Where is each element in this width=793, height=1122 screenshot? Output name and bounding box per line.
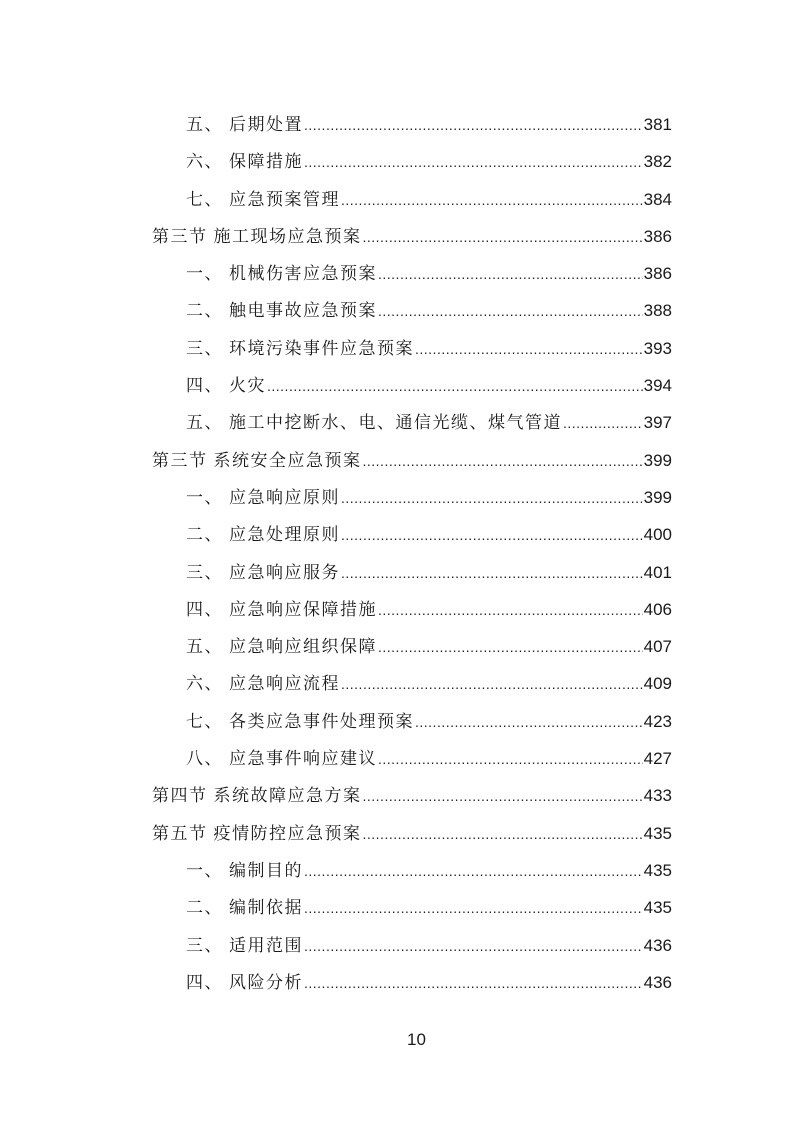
toc-subsection-entry[interactable] bbox=[152, 292, 672, 329]
toc-entry-number: 七、 bbox=[186, 711, 223, 732]
dot-leader bbox=[304, 853, 643, 890]
toc-entry-number: 第五节 bbox=[152, 823, 208, 844]
toc-entry-number: 二、 bbox=[186, 525, 223, 546]
toc-entry-number: 五、 bbox=[186, 637, 223, 658]
toc-entry-number: 五、 bbox=[186, 413, 223, 434]
toc-entry-number: 五、 bbox=[186, 115, 223, 135]
toc-entry-page: 400 bbox=[643, 525, 672, 545]
toc-entry-title: 应急响应组织保障 bbox=[229, 637, 377, 658]
toc-entry-label bbox=[186, 890, 303, 927]
toc-entry-page: 423 bbox=[643, 711, 672, 731]
toc-entry-title: 应急响应原则 bbox=[229, 487, 340, 508]
dot-leader bbox=[341, 555, 643, 592]
toc-entry-page: 435 bbox=[643, 823, 672, 843]
toc-entry-page: 433 bbox=[643, 786, 672, 806]
toc-entry-title: 编制依据 bbox=[229, 898, 303, 919]
toc-entry-number: 六、 bbox=[186, 152, 223, 173]
toc-subsection-entry[interactable] bbox=[152, 628, 672, 665]
toc-subsection-entry[interactable] bbox=[152, 889, 672, 926]
toc-entry-page: 397 bbox=[643, 413, 672, 433]
toc-entry-number: 一、 bbox=[186, 487, 223, 508]
toc-entry-number: 三、 bbox=[186, 338, 223, 359]
toc-entry-title: 机械伤害应急预案 bbox=[229, 264, 377, 285]
toc-entry-number: 三、 bbox=[186, 935, 223, 956]
toc-entry-number: 第四节 bbox=[152, 786, 208, 807]
toc-section-entry[interactable] bbox=[152, 777, 672, 814]
toc-entry-number: 六、 bbox=[186, 674, 223, 695]
toc-entry-title: 触电事故应急预案 bbox=[229, 301, 377, 322]
dot-leader bbox=[378, 256, 643, 293]
dot-leader bbox=[363, 778, 643, 815]
toc-entry-title: 系统安全应急预案 bbox=[213, 450, 362, 471]
toc-entry-label bbox=[186, 928, 303, 965]
toc-entry-page: 409 bbox=[643, 674, 672, 694]
toc-entry-label bbox=[152, 219, 362, 256]
dot-leader bbox=[378, 741, 643, 778]
toc-entry-number: 第三节 bbox=[152, 450, 208, 471]
toc-entry-label bbox=[186, 741, 377, 778]
toc-entry-title: 疫情防控应急预案 bbox=[213, 823, 362, 844]
toc-entry-label bbox=[186, 517, 340, 554]
dot-leader bbox=[267, 368, 643, 405]
dot-leader bbox=[341, 517, 643, 554]
toc-entry-label bbox=[186, 592, 377, 629]
toc-subsection-entry[interactable] bbox=[152, 927, 672, 964]
toc-entry-label bbox=[186, 666, 340, 703]
toc-entry-number: 四、 bbox=[186, 599, 223, 620]
toc-entry-page: 386 bbox=[643, 226, 672, 246]
toc-entry-number: 二、 bbox=[186, 301, 223, 322]
toc-entry-number: 第三节 bbox=[152, 226, 208, 247]
toc-entry-title: 保障措施 bbox=[229, 152, 303, 173]
toc-entry-title: 施工中挖断水、电、通信光缆、煤气管道 bbox=[229, 413, 562, 434]
toc-entry-title: 火灾 bbox=[229, 376, 266, 397]
toc-entry-title: 应急处理原则 bbox=[229, 525, 340, 546]
toc-entry-page: 399 bbox=[643, 487, 672, 507]
toc-entry-page: 382 bbox=[643, 152, 672, 172]
dot-leader bbox=[341, 666, 643, 703]
toc-entry-title: 风险分析 bbox=[229, 972, 303, 993]
toc-entry-label bbox=[186, 704, 414, 741]
dot-leader bbox=[363, 219, 643, 256]
toc-entry-page: 384 bbox=[643, 189, 672, 209]
toc-entry-page: 399 bbox=[643, 450, 672, 470]
toc-entry-title: 系统故障应急方案 bbox=[213, 786, 362, 807]
toc-entry-page: 381 bbox=[643, 115, 672, 134]
toc-entry-label bbox=[186, 629, 377, 666]
toc-entry-title: 应急预案管理 bbox=[229, 189, 340, 210]
toc-entry-label bbox=[186, 853, 303, 890]
toc-entry-label bbox=[186, 144, 303, 181]
toc-entry-number: 七、 bbox=[186, 189, 223, 210]
toc-subsection-entry[interactable] bbox=[152, 591, 672, 628]
toc-entry-number: 二、 bbox=[186, 898, 223, 919]
toc-entry-number: 三、 bbox=[186, 562, 223, 583]
toc-entry-label bbox=[152, 443, 362, 480]
toc-section-entry[interactable] bbox=[152, 815, 672, 852]
toc-entry-label bbox=[186, 555, 340, 592]
toc-entry-page: 436 bbox=[643, 972, 672, 992]
toc-entry-label bbox=[186, 256, 377, 293]
toc-subsection-entry[interactable] bbox=[152, 367, 672, 404]
toc-subsection-entry[interactable] bbox=[152, 106, 672, 143]
toc-entry-title: 后期处置 bbox=[229, 115, 303, 135]
toc-entry-title: 应急事件响应建议 bbox=[229, 749, 377, 770]
dot-leader bbox=[563, 405, 643, 442]
dot-leader bbox=[304, 890, 643, 927]
toc-entry-label bbox=[186, 405, 562, 442]
toc-entry-label bbox=[186, 480, 340, 517]
page-number: 10 bbox=[407, 1030, 426, 1049]
toc-entry-page: 407 bbox=[643, 637, 672, 657]
toc-entry-label bbox=[186, 331, 414, 368]
toc-entry-page: 435 bbox=[643, 860, 672, 880]
dot-leader bbox=[304, 965, 643, 1002]
toc-entry-title: 施工现场应急预案 bbox=[213, 226, 362, 247]
toc-entry-page: 436 bbox=[643, 935, 672, 955]
toc-subsection-entry[interactable] bbox=[152, 516, 672, 553]
toc-subsection-entry[interactable] bbox=[152, 330, 672, 367]
toc-entry-label bbox=[186, 293, 377, 330]
toc-entry-title: 应急响应流程 bbox=[229, 674, 340, 695]
toc-entry-number: 四、 bbox=[186, 376, 223, 397]
table-of-contents bbox=[152, 106, 672, 1001]
toc-entry-number: 四、 bbox=[186, 972, 223, 993]
toc-entry-page: 394 bbox=[643, 376, 672, 396]
toc-entry-label bbox=[152, 778, 362, 815]
toc-entry-label bbox=[186, 107, 303, 144]
dot-leader bbox=[363, 816, 643, 853]
dot-leader bbox=[415, 704, 643, 741]
toc-section-entry[interactable] bbox=[152, 442, 672, 479]
toc-entry-number: 一、 bbox=[186, 264, 223, 285]
toc-entry-title: 应急响应服务 bbox=[229, 562, 340, 583]
dot-leader bbox=[363, 443, 643, 480]
toc-entry-number: 一、 bbox=[186, 860, 223, 881]
dot-leader bbox=[378, 592, 643, 629]
toc-entry-page: 406 bbox=[643, 599, 672, 619]
toc-entry-label bbox=[186, 182, 340, 219]
dot-leader bbox=[415, 331, 643, 368]
dot-leader bbox=[304, 144, 643, 181]
toc-subsection-entry[interactable] bbox=[152, 255, 672, 292]
toc-entry-page: 386 bbox=[643, 264, 672, 284]
dot-leader bbox=[378, 629, 643, 666]
toc-entry-page: 427 bbox=[643, 749, 672, 769]
dot-leader bbox=[304, 928, 643, 965]
toc-entry-label bbox=[186, 965, 303, 1002]
toc-subsection-entry[interactable] bbox=[152, 479, 672, 516]
toc-entry-page: 388 bbox=[643, 301, 672, 321]
toc-entry-title: 编制目的 bbox=[229, 860, 303, 881]
toc-entry-page: 393 bbox=[643, 338, 672, 358]
dot-leader bbox=[304, 107, 643, 144]
toc-subsection-entry[interactable] bbox=[152, 404, 672, 441]
toc-section-entry[interactable] bbox=[152, 218, 672, 255]
toc-subsection-entry[interactable] bbox=[152, 554, 672, 591]
dot-leader bbox=[378, 293, 643, 330]
toc-entry-title: 各类应急事件处理预案 bbox=[229, 711, 414, 732]
toc-subsection-entry[interactable] bbox=[152, 740, 672, 777]
toc-entry-page: 435 bbox=[643, 898, 672, 918]
toc-entry-number: 八、 bbox=[186, 749, 223, 770]
toc-entry-label bbox=[186, 368, 266, 405]
toc-entry-label bbox=[152, 816, 362, 853]
toc-subsection-entry[interactable] bbox=[152, 852, 672, 889]
dot-leader bbox=[341, 182, 643, 219]
toc-subsection-entry[interactable] bbox=[152, 143, 672, 180]
toc-subsection-entry[interactable] bbox=[152, 703, 672, 740]
dot-leader bbox=[341, 480, 643, 517]
toc-entry-title: 应急响应保障措施 bbox=[229, 599, 377, 620]
toc-entry-page: 401 bbox=[643, 562, 672, 582]
toc-subsection-entry[interactable] bbox=[152, 964, 672, 1001]
toc-entry-title: 适用范围 bbox=[229, 935, 303, 956]
toc-entry-title: 环境污染事件应急预案 bbox=[229, 338, 414, 359]
toc-subsection-entry[interactable] bbox=[152, 665, 672, 702]
toc-subsection-entry[interactable] bbox=[152, 181, 672, 218]
